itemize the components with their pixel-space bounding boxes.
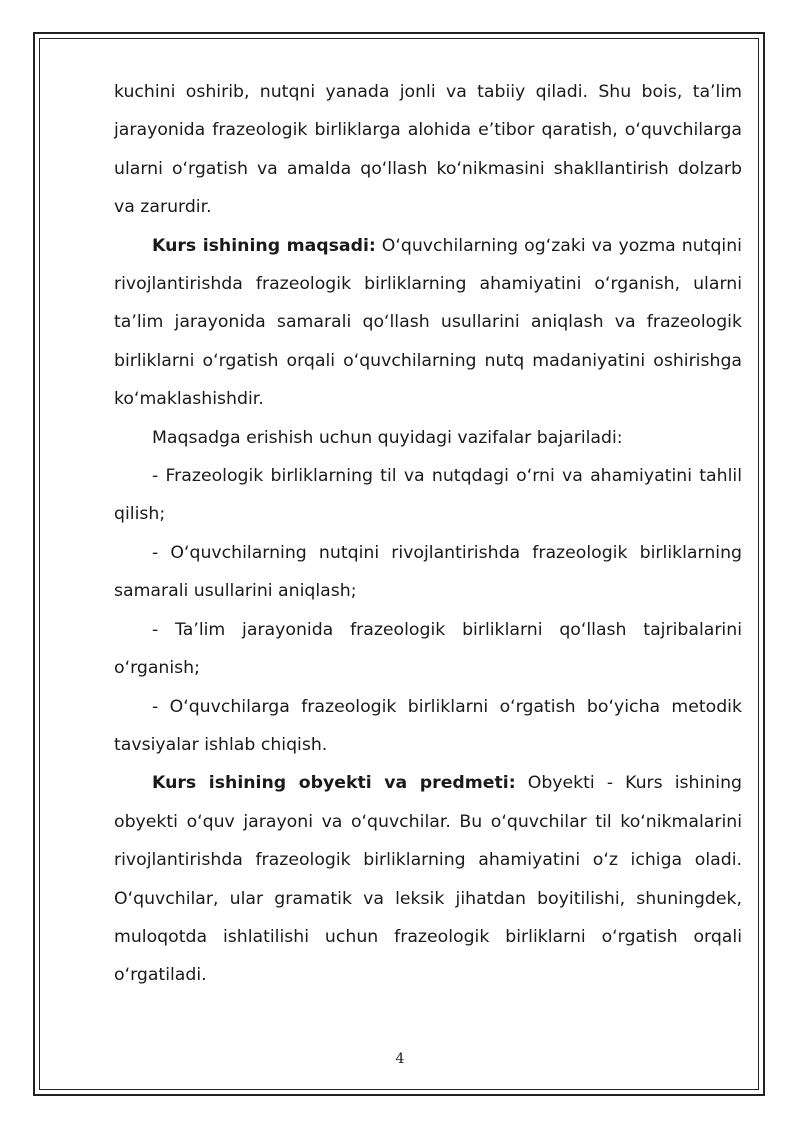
paragraph-object-subject: Kurs ishining obyekti va predmeti: Obyekti - Kurs ishining obyekti o‘quv jarayoni va o‘quvchilar. Bu o‘quvchilar til ko‘nikmalarini rivojlantirishda frazeologik birliklarning ahamiyatini o‘z ichiga oladi. O‘quvchilar, ular gramatik va leksik jihatdan boyitilishi, shuningdek, muloqotda ishlatilishi uchun frazeologik birliklarni o‘rgatish orqali o‘rgatiladi. (114, 773, 742, 986)
task-item-4: - O‘quvchilarga frazeologik birliklarni o‘rgatish bo‘yicha metodik tavsiyalar ishlab chiqish. (114, 696, 742, 755)
task-item-1: - Frazeologik birliklarning til va nutqdagi o‘rni va ahamiyatini tahlil qilish; (114, 466, 742, 525)
task-item-3: - Ta’lim jarayonida frazeologik birliklarni qo‘llash tajribalarini o‘rganish; (114, 619, 742, 679)
document-body (114, 73, 742, 995)
paragraph-goal: Kurs ishining maqsadi: O‘quvchilarning og‘zaki va yozma nutqini rivojlantirishda frazeologik birliklarning ahamiyatini o‘rganish, ularni ta’lim jarayonida samarali qo‘llash usullarini aniqlash va frazeologik birliklarni o‘rgatish orqali o‘quvchilarning nutq madaniyatini oshirishga ko‘maklashishdir. (114, 235, 742, 410)
paragraph-tasks-intro: Maqsadga erishish uchun quyidagi vazifalar bajariladi: (152, 427, 623, 448)
page-number: 4 (395, 1051, 405, 1067)
paragraph-intro-continuation: kuchini oshirib, nutqni yanada jonli va tabiiy qiladi. Shu bois, ta’lim jarayonida frazeologik birliklarga alohida e’tibor qaratish, o‘quvchilarga ularni o‘rgatish va amalda qo‘llash ko‘nikmasini shakllantirish dolzarb va zarurdir. (114, 82, 742, 218)
object-heading: Kurs ishining obyekti va predmeti: (152, 773, 516, 794)
goal-heading: Kurs ishining maqsadi: (152, 235, 376, 256)
task-item-2: - O‘quvchilarning nutqini rivojlantirishda frazeologik birliklarning samarali usullarini aniqlash; (114, 542, 742, 602)
